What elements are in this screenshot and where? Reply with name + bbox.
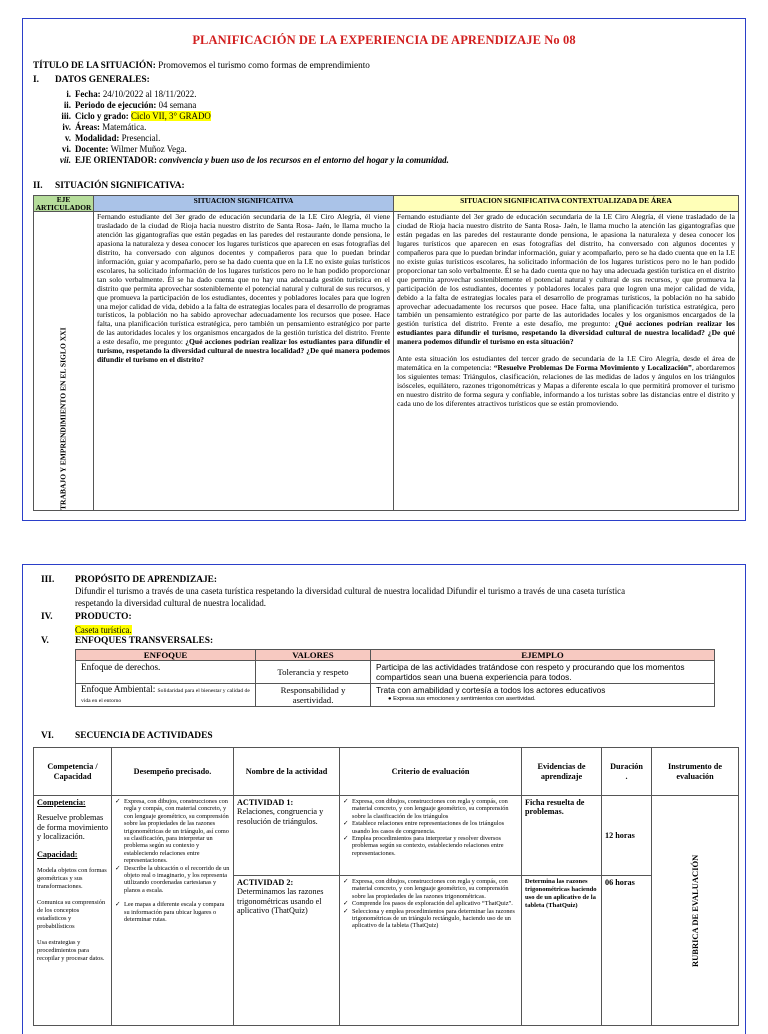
activity-title: ACTIVIDAD 1:: [237, 798, 294, 807]
criterio-item: [343, 908, 518, 930]
item-number: i.: [66, 89, 71, 99]
purpose-line: Difundir el turismo a través de una caseta turística respetando la diversidad cultural de nuestra localidad Difundir el turismo a través de una caseta turística: [75, 586, 626, 596]
situation-text: Fernando estudiante del 3er grado de educación secundaria de la I.E Ciro Alegría, él viene trasladado de la ciudad de Rioja hacia nuestro distrito de Santa Rosa- Jaén, le llama mucho la atención las gigantografías que están pegadas en las paredes del restaurante donde pensiona, le apasiona la naturaleza y desea conocer los lugares turísticos que aparecen en esas fotografías del distrito, ha conversado con algunos docentes y compañeros para que lo puedan brindar información, guiar y acompañarlo, pero se ha dado cuenta que en la I.E no existe guías turísticos escolares, ha solicitado información de los lugares turísticos pero no le han podido proporcionar tan solo verbalmente. Él se ha dado cuenta que no hay una adecuada gestión turística en el distrito que permita aprovechar sosteniblemente el potencial natural y cultural de sus recursos, y que promueva la participación de los estudiantes, docentes y pobladores locales para que logren una mejor calidad de vida, debido a la falta de estrategias locales para el desarrollo de programas turísticos, la población no ha sabido aprovechar adecuadamente los recursos que posee. Hace falta, una planificación turística estratégica, pero también un pensamiento estratégico por parte de las autoridades locales y los organismos encargados de la gestión turística del distrito. Frente a este desafío, me pregunto:: [97, 212, 390, 347]
check-icon: ✓: [343, 820, 349, 828]
check-icon: ✓: [115, 901, 121, 909]
section-label: ENFOQUES TRANSVERSALES:: [75, 636, 214, 646]
general-item-fecha: [51, 89, 449, 100]
header-evidencias: Evidencias de aprendizaje: [522, 748, 602, 796]
valor-cell: Tolerancia y respeto: [256, 661, 371, 684]
section-label: DATOS GENERALES:: [55, 75, 150, 85]
criterio-text: Emplea procedimientos para interpretar y resolver diversos problemas según su contexto, estableciendo relaciones entre representaciones.: [352, 835, 504, 857]
header-instrumento: Instrumento de evaluación: [652, 748, 739, 796]
header-situacion-contextualizada: SITUACION SIGNIFICATIVA CONTEXTUALIZADA DE ÁREA: [394, 196, 739, 212]
duracion-dot: .: [625, 771, 628, 781]
section-number: IV.: [41, 612, 53, 622]
criterio-item: [343, 878, 518, 900]
check-icon: ✓: [115, 864, 121, 872]
criterio-item: [343, 900, 518, 907]
section-number: V.: [41, 636, 49, 646]
enfoques-table: [75, 649, 715, 707]
section-number: III.: [41, 575, 55, 585]
section-label: PRODUCTO:: [75, 612, 132, 622]
general-item-eje: [51, 155, 449, 166]
item-label: Modalidad:: [75, 133, 120, 143]
capacidad-item: Modela objetos con formas geométricas y sus transformaciones.: [37, 867, 107, 891]
page-2: [22, 564, 746, 1034]
criterio-text: Selecciona y emplea procedimientos para determinar las razones trigonométricas de un triángulo rectángulo, haciendo uso de un aplicativo de la tableta (ThatQuiz): [352, 907, 515, 930]
check-icon: ✓: [115, 798, 121, 805]
item-label: Fecha:: [75, 89, 101, 99]
competencia-label: Competencia:: [37, 798, 86, 807]
criterio-text: Expresa, con dibujos, construcciones con regla y compás, con material concreto, y con lenguaje geométrico, su comprensión sobre la clasificación de los triángulos: [352, 798, 509, 820]
section-6-heading: [41, 731, 213, 741]
ejemplo-cell: Participa de las actividades tratándose con respeto y procurando que los momentos compartidos sean una buena experiencia para todos.: [371, 661, 715, 684]
general-item-docente: [51, 144, 449, 155]
situation-title: [33, 59, 370, 71]
situation-table: [33, 195, 739, 511]
bullet-icon: ●: [388, 696, 392, 702]
criterio-text: Expresa, con dibujos, construcciones con regla y compás, con material concreto, y con lenguaje geométrico, su comprensión sobre las propiedades de las razones trigonométricas.: [352, 878, 509, 900]
item-number: iii.: [61, 111, 71, 121]
ejemplo-sub-text: Expresa sus emociones y sentimientos con asertividad.: [393, 696, 536, 702]
item-value: Wilmer Muñoz Vega.: [110, 144, 187, 154]
valor-cell: Responsabilidad y asertividad.: [256, 684, 371, 707]
section-number: II.: [33, 181, 43, 191]
item-label: Periodo de ejecución:: [75, 100, 157, 110]
item-value: convivencia y buen uso de los recursos en el entorno del hogar y la comunidad.: [159, 155, 449, 165]
evidencia-2-cell: Determina las razones trigonométricas haciendo uso de un aplicativo de la tableta (ThatQuiz): [522, 876, 602, 1026]
item-number: v.: [64, 133, 71, 143]
item-value: 24/10/2022 al 18/11/2022.: [102, 89, 197, 99]
table-row: [34, 796, 739, 876]
item-value: Matemática.: [102, 122, 147, 132]
item-label: Áreas:: [75, 122, 100, 132]
item-label: Ciclo y grado:: [75, 111, 129, 121]
desempeno-item: [115, 798, 230, 865]
capacidad-item: Comunica su comprensión de los conceptos estadísticos y probabilísticos: [37, 899, 106, 931]
header-valores: VALORES: [256, 650, 371, 661]
table-row: [76, 661, 715, 684]
paragraph-text: Ante esta situación los estudiantes del tercer grado de secundaria de la I.E Ciro Alegría, desde el área de matemática en la competencia:: [397, 354, 735, 373]
evidencia-1-cell: Ficha resuelta de problemas.: [522, 796, 602, 876]
product-value: Caseta turística.: [75, 625, 132, 635]
capacidad-item: Usa estrategias y procedimientos para recopilar y procesar datos.: [37, 939, 105, 963]
general-item-periodo: [51, 100, 449, 111]
section-label: SECUENCIA DE ACTIVIDADES: [75, 731, 213, 741]
desempeno-item: [115, 865, 230, 895]
desempeno-text: Expresa, con dibujos, construcciones con regla y compás, con material concreto, y con lenguaje geométrico, su comprensión sobre las propiedades de las razones trigonométricas de un triángulo, así como su clasificación, para interpretar un problema según su contexto y estableciendo relaciones entre representaciones.: [124, 798, 229, 865]
header-eje: EJE ARTICULADOR: [34, 196, 94, 212]
item-number: iv.: [62, 122, 71, 132]
general-item-areas: [51, 122, 449, 133]
section-number: I.: [33, 75, 39, 85]
header-duracion: [602, 748, 652, 796]
duracion-1-cell: 12 horas: [602, 796, 652, 876]
enfoque-sub: Solidaridad para el bienestar y calidad de vida en el entorno: [81, 688, 250, 704]
item-label: EJE ORIENTADOR:: [75, 155, 157, 165]
general-item-ciclo: [51, 111, 449, 122]
duracion-label: Duración: [610, 761, 643, 771]
item-value: 04 semana: [158, 100, 197, 110]
situation-title-label: TÍTULO DE LA SITUACIÓN:: [33, 60, 156, 70]
criterio-text: Comprende los pasos de exploración del aplicativo “ThatQuiz”.: [352, 900, 513, 908]
item-number: vi.: [61, 144, 71, 154]
page-title: PLANIFICACIÓN DE LA EXPERIENCIA DE APRENDIZAJE No 08: [192, 33, 576, 47]
section-label: SITUACIÓN SIGNIFICATIVA:: [55, 181, 185, 191]
criterio-item: [343, 798, 518, 820]
check-icon: ✓: [343, 907, 349, 915]
criterio-text: Establece relaciones entre representaciones de los triángulos usando los casos de congruencia.: [352, 820, 505, 835]
table-row: [76, 684, 715, 707]
criterio-item: [343, 835, 518, 857]
duracion-2-cell: 06 horas: [602, 876, 652, 1026]
page-1: [22, 18, 746, 521]
section-3-heading: [41, 575, 217, 585]
eje-articulador-cell: TRABAJO Y EMPRENDIMIENTO EN EL SIGLO XXI: [34, 212, 94, 511]
desempeno-cell: [112, 796, 234, 1026]
item-value-highlighted: Ciclo VII, 3° GRADO: [130, 111, 211, 121]
situation-context-text: Fernando estudiante del 3er grado de educación secundaria de la I.E Ciro Alegría, él viene trasladado de la ciudad de Rioja hacia nuestro distrito de Santa Rosa- Jaén, le llama mucho la atención las gigantografías que están pegadas en las paredes del restaurante donde pensiona, le apasiona la naturaleza y desea conocer los lugares turísticos que aparecen en esas fotografías del distrito, ha conversado con algunos docentes y compañeros para que lo puedan brindar información, guiar y acompañarlo, pero se ha dado cuenta que en la I.E no existe guías turísticos escolares, ha solicitado información de los lugares turísticos pero no le han podido proporcionar tan solo verbalmente. Él se ha dado cuenta que no hay una adecuada gestión turística en el distrito que permita aprovechar sosteniblemente el potencial natural y cultural de sus recursos, y que promueva la participación de los estudiantes, docentes y pobladores locales para que logren una mejor calidad de vida, debido a la falta de estrategias locales para el desarrollo de programas turísticos, la población no ha sabido aprovechar adecuadamente los recursos que posee. Hace falta, una planificación turística estratégica, pero también un pensamiento estratégico por parte de las autoridades locales y los organismos encargados de la gestión turística del distrito. Frente a este desafío, me pregunto:: [397, 212, 735, 329]
header-ejemplo: EJEMPLO: [371, 650, 715, 661]
check-icon: ✓: [343, 900, 349, 908]
activity-title: ACTIVIDAD 2:: [237, 878, 294, 887]
competencia-cell: [34, 796, 112, 1026]
purpose-text: [75, 586, 625, 609]
enfoque-cell: [76, 684, 256, 707]
desempeno-text: Describe la ubicación o el recorrido de un objeto real o imaginario, y los representa utilizando coordenadas cartesianas y planos a escala.: [124, 864, 230, 894]
sequence-table: [33, 747, 739, 1026]
check-icon: ✓: [343, 878, 349, 885]
criterio-1-cell: [340, 796, 522, 876]
situation-question: ¿Qué acciones podrían realizar los estudiantes para difundir el turismo, respetando la diversidad cultural de nuestra localidad? ¿De qué manera podemos difundir el turismo en el distrito?: [97, 337, 391, 365]
header-desempeno: Desempeño precisado.: [112, 748, 234, 796]
section-1-heading: [33, 75, 150, 85]
header-situacion: SITUACION SIGNIFICATIVA: [94, 196, 394, 212]
purpose-line: respetando la diversidad cultural de nuestra localidad.: [75, 597, 266, 608]
section-label: PROPÓSITO DE APRENDIZAJE:: [75, 575, 218, 585]
header-nombre-actividad: Nombre de la actividad: [234, 748, 340, 796]
general-item-modalidad: [51, 133, 449, 144]
ejemplo-cell: [371, 684, 715, 707]
check-icon: ✓: [343, 835, 349, 843]
enfoque-name: Enfoque Ambiental:: [81, 684, 156, 694]
item-value: Presencial.: [121, 133, 161, 143]
activity-name: Determinamos las razones trigonométricas usando el aplicativo (ThatQuiz): [237, 887, 324, 916]
header-criterio: Criterio de evaluación: [340, 748, 522, 796]
situation-context-question: ¿Qué acciones podrían realizar los estudiantes para difundir el turismo, respetando la diversidad cultural de nuestra localidad? ¿De qué manera podemos difundir el turismo en esta situación?: [397, 319, 735, 347]
section-2-heading: [33, 181, 185, 191]
activity-2-cell: [234, 876, 340, 1026]
criterio-2-cell: [340, 876, 522, 1026]
activity-name: Relaciones, congruencia y resolución de triángulos.: [237, 807, 324, 826]
header-competencia: Competencia / Capacidad: [34, 748, 112, 796]
paragraph-text: , abordaremos los siguientes temas: Triángulos, clasificación, relaciones de las medidas de lados y ángulos en los triángulos isósceles, equilátero, razones trigonométricas y Mapas a diferente escala lo que permitirá promover el turismo en nuestro distrito de forma segura y confiable, informando a los turistas sobre las distancias entre el distrito y cada uno de los diferentes atractivos turísticos que se están promoviendo.: [397, 363, 736, 409]
situation-title-value: Promovemos el turismo como formas de emprendimiento: [158, 60, 370, 70]
section-number: VI.: [41, 731, 54, 741]
ejemplo-text: Trata con amabilidad y cortesía a todos los actores educativos: [376, 685, 606, 695]
enfoque-cell: Enfoque de derechos.: [76, 661, 256, 684]
situation-context-paragraph-2: [397, 355, 735, 409]
item-number: ii.: [63, 100, 71, 110]
desempeno-item: [115, 901, 230, 923]
situation-context-cell: [394, 212, 739, 511]
situation-text-cell: [94, 212, 394, 511]
item-number: vii.: [59, 155, 71, 165]
check-icon: ✓: [343, 798, 349, 805]
competencia-value: Resuelve problemas de forma movimiento y localización.: [37, 813, 108, 842]
header-enfoque: ENFOQUE: [76, 650, 256, 661]
competence-name: “Resuelve Problemas De Forma Movimiento y Localización”: [493, 363, 692, 373]
instrumento-cell: RUBRICA DE EVALUACIÓN: [652, 796, 739, 1026]
item-label: Docente:: [75, 144, 109, 154]
section-5-heading: [41, 636, 213, 646]
desempeno-text: Lee mapas a diferente escala y compara su información para ubicar lugares o determinar rutas.: [124, 901, 225, 924]
activity-1-cell: [234, 796, 340, 876]
criterio-item: [343, 820, 518, 835]
product-text: [75, 624, 132, 636]
general-data-list: [51, 89, 449, 166]
section-4-heading: [41, 612, 132, 622]
ejemplo-sub: [376, 695, 709, 703]
capacidad-label: Capacidad:: [37, 849, 78, 859]
